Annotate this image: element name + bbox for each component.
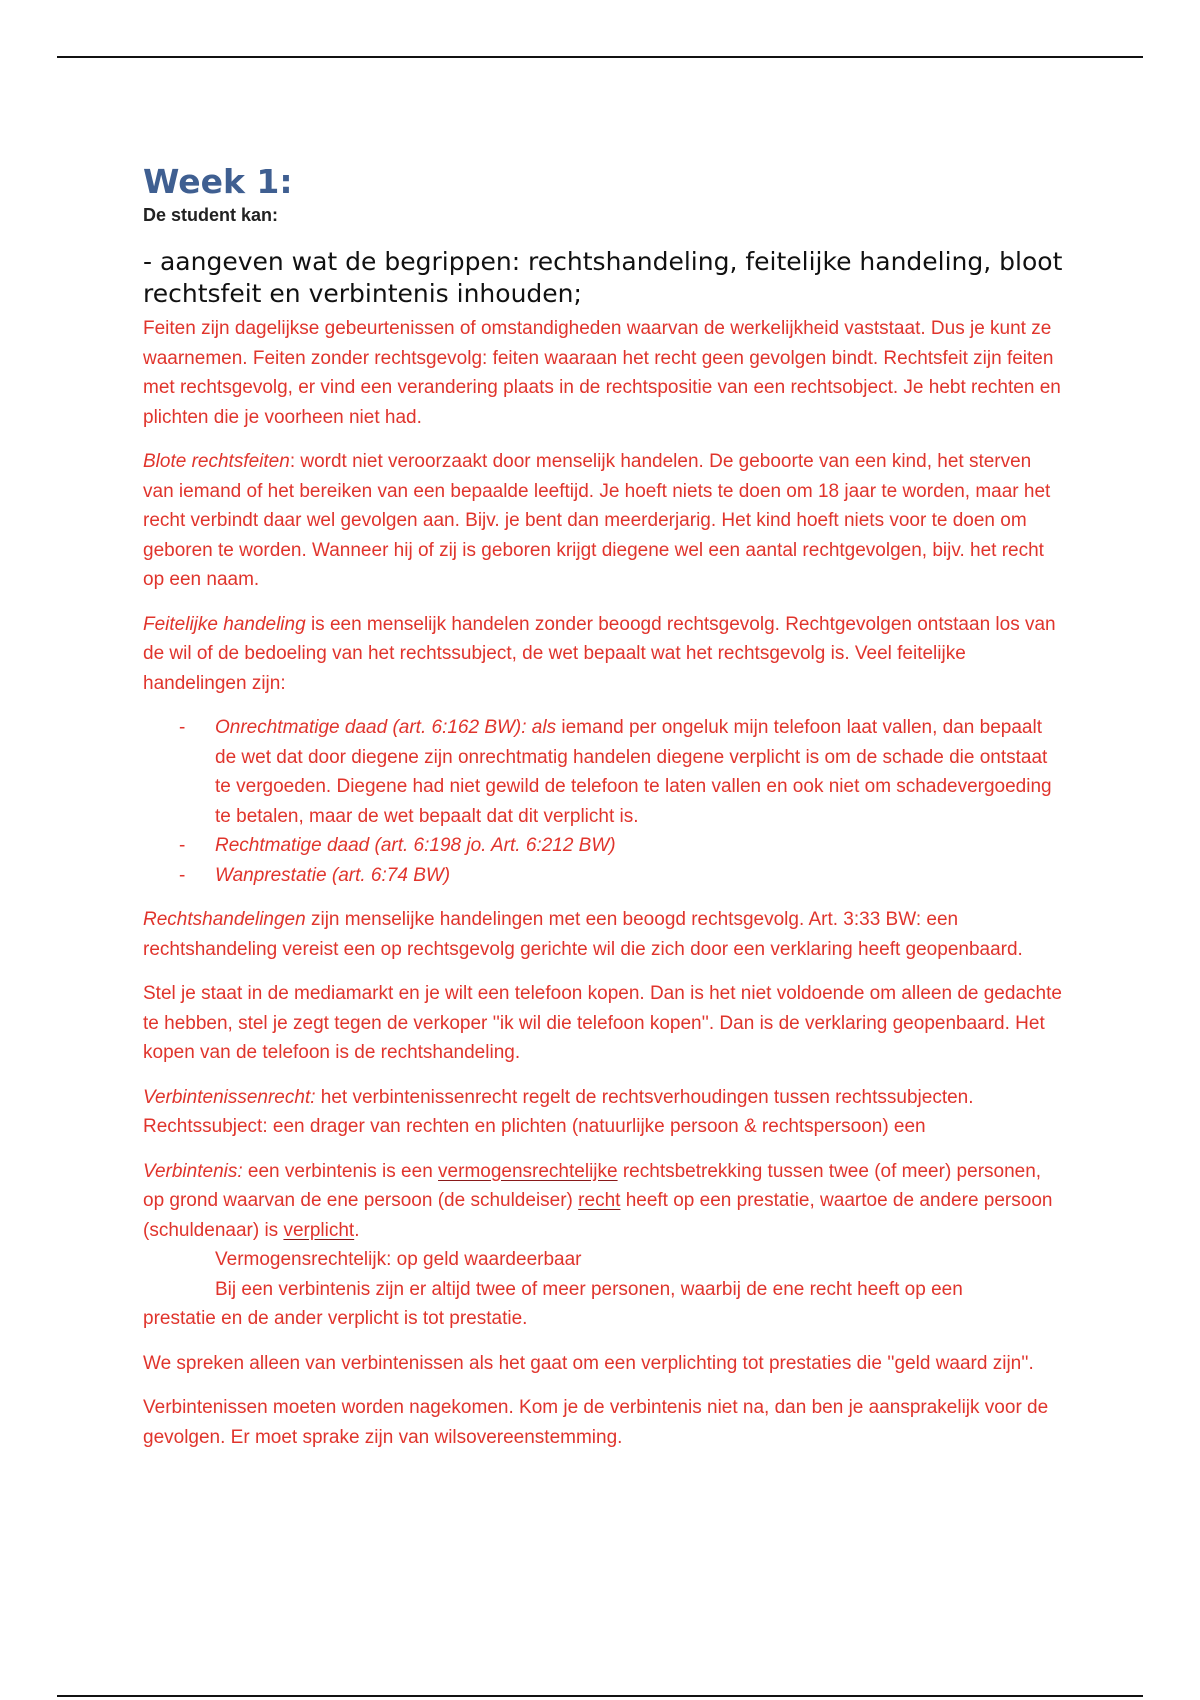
- paragraph-text: heeft op een prestatie, waartoe de andere persoon (schuldenaar) is: [143, 1190, 1053, 1241]
- paragraph-geld-waard: We spreken alleen van verbintenissen als het gaat om een verplichting tot prestaties die ''geld waard zijn''.: [143, 1352, 1034, 1374]
- paragraph-nakomen: Verbintenissen moeten worden nagekomen. Kom je de verbintenis niet na, dan ben je aansprakelijk voor de gevolgen. Er moet sprake zijn van wilsovereenstemming.: [143, 1397, 1049, 1448]
- paragraph-blote-rechtsfeiten: [143, 447, 1063, 595]
- list-item-text: iemand per ongeluk mijn telefoon laat vallen, dan bepaalt de wet dat door diegene zijn onrechtmatig handelen diegene verplicht is om de schade die ontstaat te vergoeden. Diegene had niet gewild de telefoon te laten vallen en ook niet om schadevergoeding te betalen, maar de wet bepaalt dat dit verplicht is.: [215, 717, 1052, 827]
- underlined-word: vermogensrechtelijke: [438, 1160, 618, 1182]
- paragraph-text: : wordt niet veroorzaakt door menselijk handelen. De geboorte van een kind, het sterven van iemand of het bereiken van een bepaalde leeftijd. Je hoeft niets te doen om 18 jaar te worden, maar het recht verbindt daar wel gevolgen aan. Bijv. je bent dan meerderjarig. Het kind hoeft niets voor te doen om geboren te worden. Wanneer hij of zij is geboren krijgt diegene wel een aantal rechtgevolgen, bijv. het recht op een naam.: [143, 451, 1051, 590]
- list-item: [143, 861, 1063, 891]
- paragraph-feiten: Feiten zijn dagelijkse gebeurtenissen of omstandigheden waarvan de werkelijkheid vaststaat. Dus je kunt ze waarnemen. Feiten zonder rechtsgevolg: feiten waaraan het recht geen gevolgen bindt. Rechtsfeit zijn feiten met rechtsgevolg, er vind een verandering plaats in de rechtspositie van een rechtsobject. Je hebt rechten en plichten die je voorheen niet had.: [143, 318, 1061, 428]
- header-rule: [57, 56, 1143, 58]
- indented-line: Vermogensrechtelijk: op geld waardeerbaar: [215, 1249, 582, 1270]
- paragraph-text: zijn menselijke handelingen met een beoogd rechtsgevolg. Art. 3:33 BW: een rechtshandeling vereist een op rechtsgevolg gerichte wil die zich door een verklaring heeft geopenbaard.: [143, 909, 1023, 960]
- term: Feitelijke handeling: [143, 613, 306, 635]
- examples-list: [143, 713, 1063, 890]
- underlined-word: verplicht: [283, 1219, 355, 1241]
- paragraph-voorbeeld: Stel je staat in de mediamarkt en je wilt een telefoon kopen. Dan is het niet voldoende om alleen de gedachte te hebben, stel je zegt tegen de verkoper ''ik wil die telefoon kopen''. Dan is de verklaring geopenbaard. Het kopen van de telefoon is de rechtshandeling.: [143, 983, 1062, 1063]
- underlined-word: recht: [578, 1190, 621, 1211]
- list-dash: -: [179, 835, 186, 856]
- subheading: De student kan:: [143, 205, 279, 225]
- term: Rechtmatige daad (art. 6:198 jo. Art. 6:212 BW): [215, 835, 616, 856]
- term: Rechtshandelingen: [143, 909, 306, 930]
- list-item: [143, 831, 1063, 861]
- term: Verbintenis:: [143, 1160, 243, 1182]
- paragraph-verbintenis: [143, 1157, 1063, 1334]
- paragraph-text: is een menselijk handelen zonder beoogd rechtsgevolg. Rechtgevolgen ontstaan los van de wil of de bedoeling van het rechtssubject, de wet bepaalt wat het rechtsgevolg is. Veel feitelijke handelingen zijn:: [143, 613, 1056, 694]
- paragraph-rechtshandelingen: [143, 905, 1063, 964]
- indented-line: Bij een verbintenis zijn er altijd twee of meer personen, waarbij de ene recht heeft op een: [215, 1278, 963, 1300]
- list-item: [143, 713, 1063, 831]
- term: Verbintenissenrecht:: [143, 1086, 316, 1108]
- paragraph-text: .: [354, 1219, 360, 1241]
- paragraph-text: prestatie en de ander verplicht is tot prestatie.: [143, 1308, 528, 1329]
- week-heading: Week 1:: [143, 162, 293, 201]
- paragraph-feitelijke-handeling: [143, 610, 1063, 699]
- document-body: [143, 162, 1063, 1467]
- list-dash: -: [179, 717, 186, 738]
- learning-objective: - aangeven wat de begrippen: rechtshandeling, feitelijke handeling, bloot rechtsfeit en verbintenis inhouden;: [143, 247, 1063, 308]
- paragraph-text: rechtsbetrekking tussen twee (of meer) personen, op grond waarvan de ene persoon (de schuldeiser): [143, 1160, 1042, 1211]
- paragraph-verbintenissenrecht: [143, 1083, 1063, 1142]
- paragraph-text: het verbintenissenrecht regelt de rechtsverhoudingen tussen rechtssubjecten. Rechtssubject: een drager van rechten en plichten (natuurlijke persoon & rechtspersoon) een: [143, 1086, 974, 1137]
- footer-rule: [57, 1695, 1143, 1697]
- term: Onrechtmatige daad (art. 6:162 BW): als: [215, 717, 557, 738]
- term: Blote rechtsfeiten: [143, 451, 290, 472]
- term: Wanprestatie (art. 6:74 BW): [215, 864, 451, 886]
- list-dash: -: [179, 864, 186, 886]
- paragraph-text: een verbintenis is een: [242, 1160, 439, 1182]
